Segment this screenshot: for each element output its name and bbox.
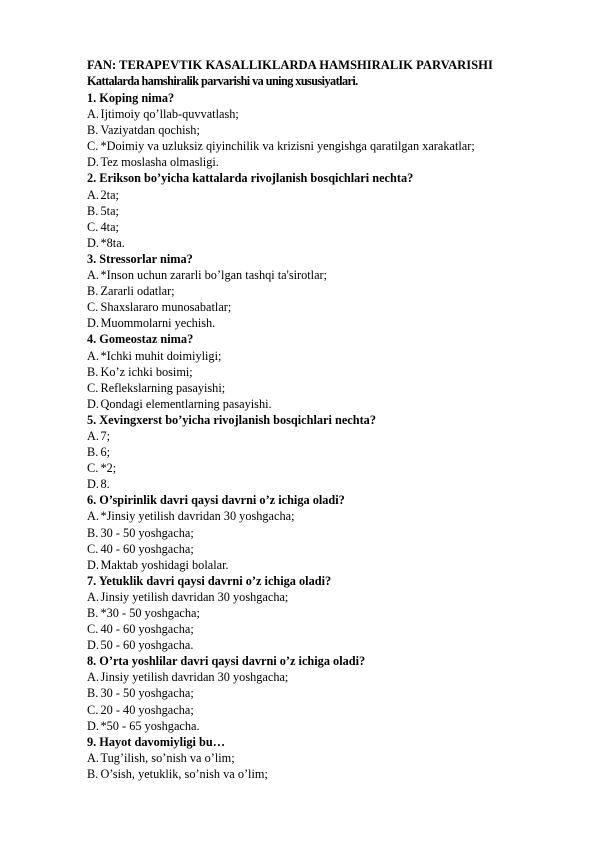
option-letter: B. — [87, 525, 99, 540]
option-text: Vaziyatdan qochish; — [100, 123, 200, 138]
option-letter: A. — [87, 187, 99, 202]
option-text: 8. — [100, 477, 110, 492]
answer-option — [87, 508, 567, 524]
option-letter: A. — [87, 348, 99, 363]
answer-option — [87, 315, 567, 331]
option-letter: A. — [87, 670, 99, 685]
option-text: Tug’ilish, so’nish va o’lim; — [100, 750, 235, 765]
option-letter: B. — [87, 606, 99, 620]
question-block — [87, 573, 567, 653]
option-text: 20 - 40 yoshgacha; — [100, 702, 194, 717]
answer-option — [87, 267, 567, 283]
answer-option — [87, 219, 567, 235]
option-text: *Ichki muhit doimiyligi; — [100, 348, 222, 363]
answer-option — [87, 702, 567, 718]
question-title: 9. Hayot davomiyligi bu… — [87, 734, 226, 749]
option-text: Jinsiy yetilish davridan 30 yoshgacha; — [100, 670, 289, 685]
answer-option — [87, 605, 567, 621]
answer-option — [87, 621, 567, 637]
question-title: 2. Erikson bo’yicha kattalarda rivojlanish bosqichlari nechta? — [87, 171, 414, 186]
option-text: Ijtimoiy qo’llab-quvvatlash; — [100, 107, 239, 122]
option-letter: D. — [87, 638, 99, 653]
answer-option — [87, 138, 567, 154]
option-text: *2; — [100, 461, 117, 476]
answer-option — [87, 541, 567, 557]
answer-option — [87, 203, 567, 219]
option-letter: C. — [87, 461, 99, 476]
option-letter: D. — [87, 557, 99, 572]
question-block — [87, 653, 567, 733]
answer-option — [87, 766, 567, 782]
option-letter: B. — [87, 445, 99, 460]
answer-option — [87, 122, 567, 138]
answer-option — [87, 557, 567, 573]
question-block — [87, 412, 567, 492]
question-list — [87, 90, 567, 782]
option-text: 30 - 50 yoshgacha; — [100, 525, 194, 540]
question-title: 3. Stressorlar nima? — [87, 251, 193, 266]
option-text: *50 - 65 yoshgacha. — [100, 718, 200, 733]
option-text: O’sish, yetuklik, so’nish va o’lim; — [100, 766, 268, 781]
answer-option — [87, 299, 567, 315]
answer-option — [87, 364, 567, 380]
option-text: *8ta. — [100, 235, 125, 250]
option-text: Shaxslararo munosabatlar; — [100, 300, 232, 315]
answer-option — [87, 428, 567, 444]
option-text: 50 - 60 yoshgacha. — [100, 638, 194, 653]
answer-option — [87, 396, 567, 412]
option-letter: C. — [87, 702, 99, 717]
question-block — [87, 331, 567, 411]
option-letter: C. — [87, 300, 99, 315]
option-letter: A. — [87, 589, 99, 604]
option-text: Zararli odatlar; — [100, 284, 175, 299]
option-letter: A. — [87, 509, 99, 524]
option-letter: B. — [87, 766, 99, 781]
answer-option — [87, 750, 567, 766]
answer-option — [87, 476, 567, 492]
option-text: *30 - 50 yoshgacha; — [100, 606, 200, 620]
answer-option — [87, 380, 567, 396]
answer-option — [87, 525, 567, 541]
option-text: *Doimiy va uzluksiz qiyinchilik va krizisni yengishga qaratilgan xarakatlar; — [100, 139, 475, 154]
option-letter: C. — [87, 219, 99, 234]
option-letter: D. — [87, 316, 99, 331]
option-text: Reflekslarning pasayishi; — [100, 380, 226, 395]
question-title: 5. Xevingxerst bo’yicha rivojlanish bosqichlari nechta? — [87, 412, 376, 427]
option-letter: A. — [87, 750, 99, 765]
option-text: Qondagi elementlarning pasayishi. — [100, 396, 272, 411]
option-letter: B. — [87, 686, 99, 701]
option-text: 5ta; — [100, 203, 119, 218]
option-letter: D. — [87, 155, 99, 170]
option-text: *Inson uchun zararli bo’lgan tashqi ta'sirotlar; — [100, 268, 328, 283]
question-block — [87, 251, 567, 331]
answer-option — [87, 187, 567, 203]
option-letter: B. — [87, 203, 99, 218]
option-letter: D. — [87, 396, 99, 411]
option-text: Tez moslasha olmasligi. — [100, 155, 219, 170]
option-letter: B. — [87, 284, 99, 299]
answer-option — [87, 444, 567, 460]
question-block — [87, 734, 567, 782]
option-text: 6; — [100, 445, 111, 460]
option-letter: B. — [87, 123, 99, 138]
option-text: 30 - 50 yoshgacha; — [100, 686, 194, 701]
answer-option — [87, 669, 567, 685]
option-letter: C. — [87, 380, 99, 395]
option-letter: D. — [87, 235, 99, 250]
question-title: 4. Gomeostaz nima? — [87, 332, 194, 347]
option-text: 2ta; — [100, 187, 119, 202]
question-block — [87, 90, 567, 170]
answer-option — [87, 589, 567, 605]
option-text: Jinsiy yetilish davridan 30 yoshgacha; — [100, 589, 289, 604]
answer-option — [87, 283, 567, 299]
option-text: 7; — [100, 428, 111, 443]
answer-option — [87, 685, 567, 701]
answer-option — [87, 637, 567, 653]
document-title: FAN: TERAPEVTIK KASALLIKLARDA HAMSHIRALIK PARVARISHI — [87, 58, 493, 72]
option-text: 4ta; — [100, 219, 119, 234]
question-title: 6. O’spirinlik davri qaysi davrni o’z ichiga oladi? — [87, 493, 345, 508]
option-letter: D. — [87, 477, 99, 492]
answer-option — [87, 348, 567, 364]
question-title: 7. Yetuklik davri qaysi davrni o’z ichiga oladi? — [87, 573, 332, 588]
option-text: 40 - 60 yoshgacha; — [100, 622, 194, 637]
option-letter: B. — [87, 364, 99, 379]
answer-option — [87, 235, 567, 251]
question-title: 8. O’rta yoshlilar davri qaysi davrni o’z ichiga oladi? — [87, 654, 366, 669]
option-letter: A. — [87, 428, 99, 443]
answer-option — [87, 154, 567, 170]
option-letter: C. — [87, 541, 99, 556]
answer-option — [87, 460, 567, 476]
option-text: *Jinsiy yetilish davridan 30 yoshgacha; — [100, 509, 295, 524]
option-letter: D. — [87, 718, 99, 733]
question-block — [87, 492, 567, 572]
option-text: 40 - 60 yoshgacha; — [100, 541, 194, 556]
option-letter: C. — [87, 622, 99, 637]
option-text: Ko’z ichki bosimi; — [100, 364, 193, 379]
question-block — [87, 170, 567, 250]
option-text: Muommolarni yechish. — [100, 316, 216, 331]
document-subtitle: Kattalarda hamshiralik parvarishi va uning xususiyatlari. — [87, 74, 358, 88]
option-text: Maktab yoshidagi bolalar. — [100, 557, 229, 572]
option-letter: A. — [87, 107, 99, 122]
answer-option — [87, 718, 567, 734]
answer-option — [87, 106, 567, 122]
option-letter: C. — [87, 139, 99, 154]
option-letter: A. — [87, 268, 99, 283]
question-title: 1. Koping nima? — [87, 91, 175, 105]
